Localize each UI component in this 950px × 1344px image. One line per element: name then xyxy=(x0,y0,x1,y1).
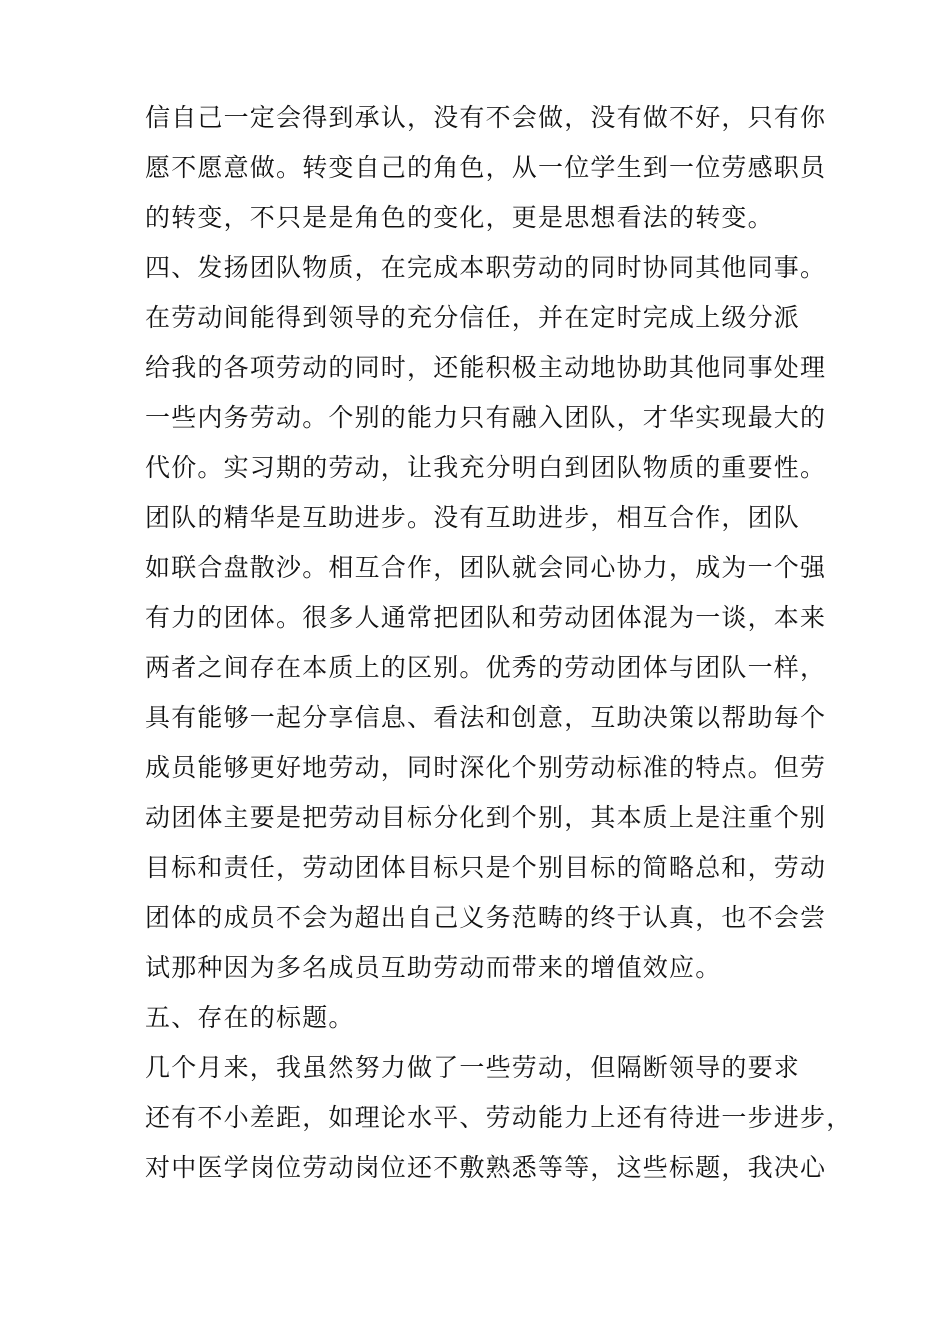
text-line-10: 如联合盘散沙。相互合作，团队就会同心协力，成为一个强 xyxy=(145,553,827,582)
text-line-14: 成员能够更好地劳动，同时深化个别劳动标准的特点。但劳 xyxy=(145,753,827,782)
text-line-16: 目标和责任，劳动团体目标只是个别目标的简略总和，劳动 xyxy=(145,853,827,882)
text-line-18: 试那种因为多名成员互助劳动而带来的增值效应。 xyxy=(145,953,722,982)
text-line-7: 一些内务劳动。个别的能力只有融入团队，才华实现最大的 xyxy=(145,403,827,432)
text-line-22: 对中医学岗位劳动岗位还不敷熟悉等等，这些标题，我决心 xyxy=(145,1153,827,1182)
text-line-8: 代价。实习期的劳动，让我充分明白到团队物质的重要性。 xyxy=(145,453,827,482)
text-line-13: 具有能够一起分享信息、看法和创意，互助决策以帮助每个 xyxy=(145,703,827,732)
text-line-11: 有力的团体。很多人通常把团队和劳动团体混为一谈，本来 xyxy=(145,603,827,632)
text-line-17: 团体的成员不会为超出自己义务范畴的终于认真，也不会尝 xyxy=(145,903,827,932)
text-line-9: 团队的精华是互助进步。没有互助进步，相互合作，团队 xyxy=(145,503,801,532)
text-line-20: 几个月来，我虽然努力做了一些劳动，但隔断领导的要求 xyxy=(145,1053,801,1082)
text-line-15: 动团体主要是把劳动目标分化到个别，其本质上是注重个别 xyxy=(145,803,827,832)
section-heading-4: 四、发扬团队物质，在完成本职劳动的同时协同其他同事。 xyxy=(145,253,827,282)
section-heading-5: 五、存在的标题。 xyxy=(145,1003,355,1032)
text-line-2: 愿不愿意做。转变自己的角色，从一位学生到一位劳感职员 xyxy=(145,153,827,182)
text-line-5: 在劳动间能得到领导的充分信任，并在定时完成上级分派 xyxy=(145,303,801,332)
text-line-3: 的转变，不只是是角色的变化，更是思想看法的转变。 xyxy=(145,203,774,232)
text-line-1: 信自己一定会得到承认，没有不会做，没有做不好，只有你 xyxy=(145,103,827,132)
text-line-6: 给我的各项劳动的同时，还能积极主动地协助其他同事处理 xyxy=(145,353,827,382)
text-line-21: 还有不小差距，如理论水平、劳动能力上还有待进一步进步， xyxy=(145,1103,853,1132)
text-line-12: 两者之间存在本质上的区别。优秀的劳动团体与团队一样， xyxy=(145,653,827,682)
